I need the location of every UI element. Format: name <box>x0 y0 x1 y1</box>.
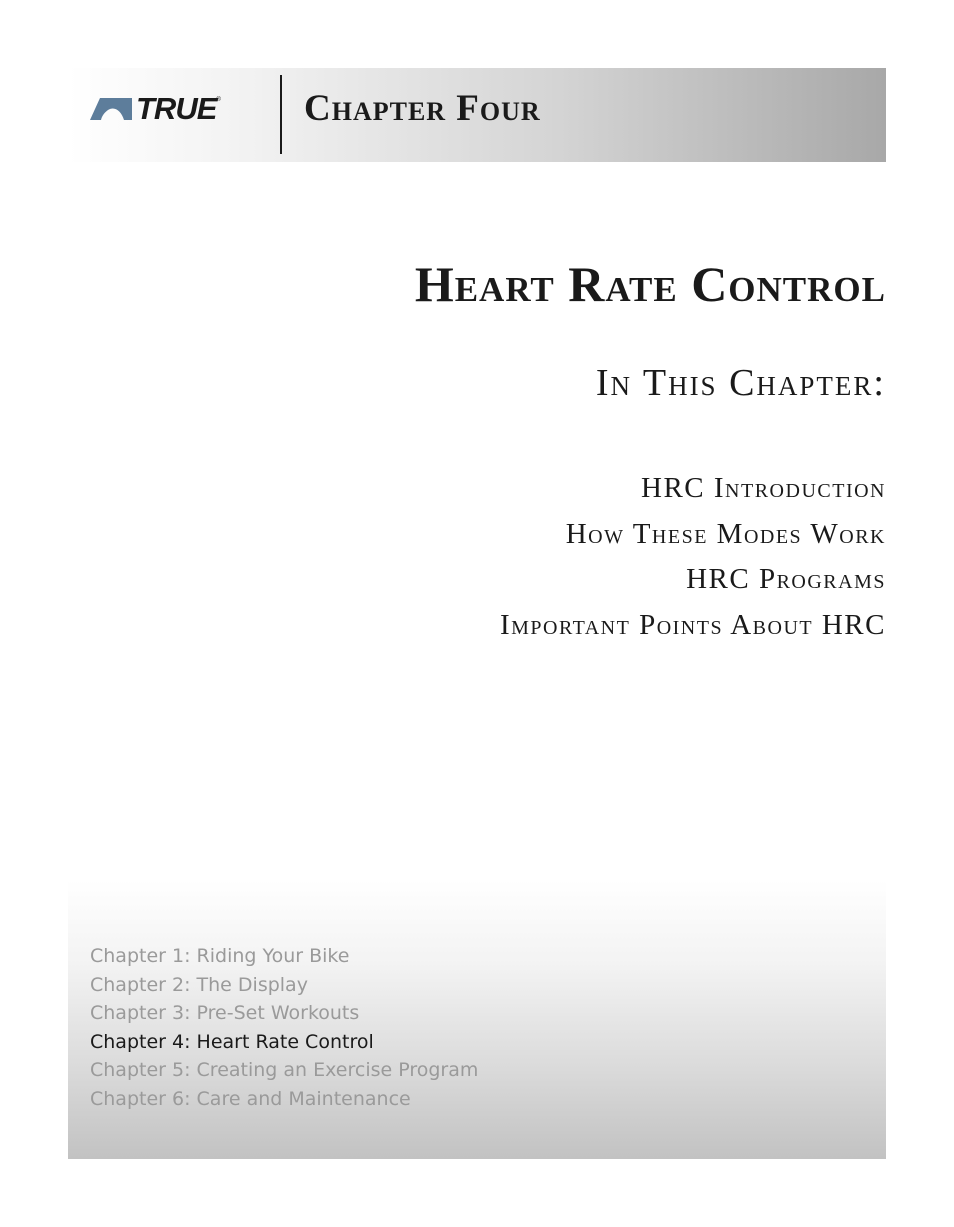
toc-chapter-3-link[interactable]: Chapter 3: Pre-Set Workouts <box>90 1002 360 1024</box>
topic-item: HRC Programs <box>686 563 886 595</box>
chapter-navigation <box>90 942 478 1113</box>
toc-chapter-1-link[interactable]: Chapter 1: Riding Your Bike <box>90 945 350 967</box>
toc-chapter-4-link[interactable]: Chapter 4: Heart Rate Control <box>90 1030 374 1053</box>
chapter-label: Chapter Four <box>304 88 541 129</box>
in-this-chapter-heading: In This Chapter: <box>595 362 886 404</box>
topic-item: How These Modes Work <box>565 517 886 550</box>
topic-item: Important Points About HRC <box>499 608 886 641</box>
chapter-header-band <box>68 68 886 162</box>
logo-wordmark: TRUE <box>136 91 217 126</box>
header-divider <box>280 75 282 154</box>
topic-item: HRC Introduction <box>641 472 886 504</box>
logo-registered-mark: ® <box>216 97 221 103</box>
toc-chapter-2-link[interactable]: Chapter 2: The Display <box>90 973 308 996</box>
chapter-topics-list <box>500 466 886 648</box>
page-title: Heart Rate Control <box>414 256 886 312</box>
true-logo <box>90 91 260 126</box>
toc-chapter-5-link[interactable]: Chapter 5: Creating an Exercise Program <box>90 1059 479 1081</box>
chapter-navigation-band <box>68 880 886 1159</box>
toc-chapter-6-link[interactable]: Chapter 6: Care and Maintenance <box>90 1087 411 1110</box>
true-logo-mark-icon <box>90 98 132 120</box>
